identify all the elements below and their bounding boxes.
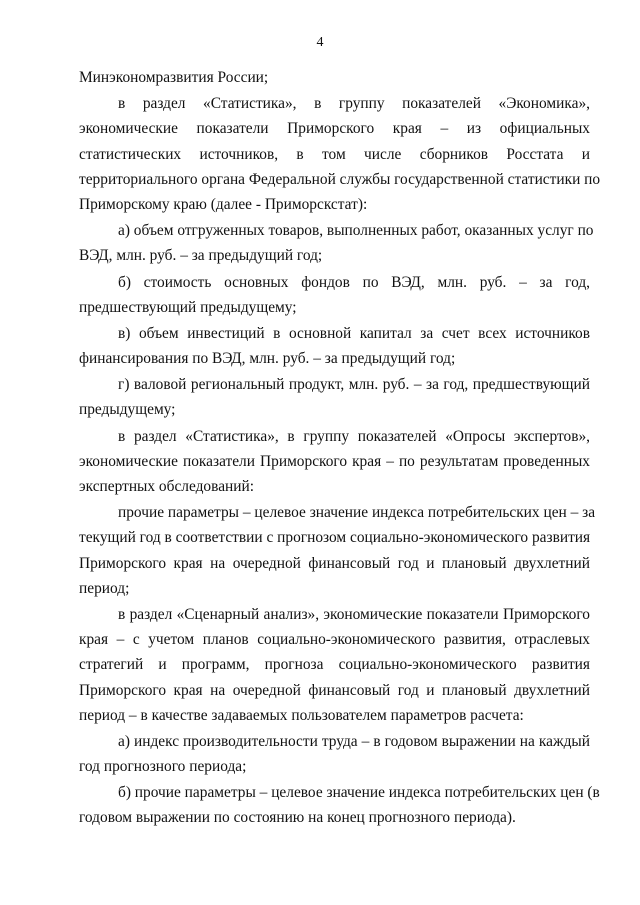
paragraph-item-b (79, 270, 590, 320)
paragraph-other-params-current (79, 500, 596, 601)
text-line: экономические показатели Приморского края – по результатам проведенных (79, 452, 590, 470)
text-line: год прогнозного периода; (79, 758, 247, 776)
text-line: Приморскому краю (далее - Приморскстат): (79, 195, 368, 213)
text-line: в раздел «Сценарный анализ», экономические показатели Приморского (118, 605, 590, 623)
text-line: б) стоимость основных фондов по ВЭД, млн. руб. – за год, (118, 273, 590, 291)
text-line: период – в качестве задаваемых пользователем параметров расчета: (79, 706, 524, 724)
paragraph-item-v (79, 321, 590, 371)
text-line: экономические показатели Приморского края – из официальных (79, 120, 590, 138)
document-body (79, 65, 601, 831)
text-line: экспертных обследований: (79, 478, 255, 495)
text-line: Минэкономразвития России; (79, 69, 269, 86)
text-line: ВЭД, млн. руб. – за предыдущий год; (79, 247, 323, 265)
paragraph-item-a (79, 218, 594, 268)
text-line: финансирования по ВЭД, млн. руб. – за предыдущий год; (79, 350, 456, 368)
text-line: период; (79, 579, 130, 597)
text-line: территориального органа Федеральной службы государственной статистики по (79, 170, 601, 188)
text-line: в раздел «Статистика», в группу показателей «Экономика», (118, 95, 590, 113)
text-line: предыдущему; (79, 401, 176, 419)
text-line: края – с учетом планов социально-экономического развития, отраслевых (79, 631, 590, 649)
text-line: г) валовой региональный продукт, млн. руб. – за год, предшествующий (118, 376, 590, 394)
text-line: стратегий и программ, прогноза социально-экономического развития (79, 656, 590, 674)
text-line: предшествующий предыдущему; (79, 298, 297, 316)
text-line: в) объем инвестиций в основной капитал за счет всех источников (118, 324, 590, 342)
paragraph-statistics-economy (79, 91, 601, 217)
text-line: текущий год в соответствии с прогнозом социально-экономического развития (79, 529, 591, 547)
paragraph-ministry (79, 65, 590, 90)
text-line: а) объем отгруженных товаров, выполненных работ, оказанных услуг по (118, 222, 594, 240)
paragraph-statistics-experts (79, 424, 590, 500)
text-line: а) индекс производительности труда – в годовом выражении на каждый (118, 732, 590, 750)
paragraph-item-g (79, 372, 590, 422)
text-line: б) прочие параметры – целевое значение индекса потребительских цен (в (118, 784, 600, 802)
paragraph-other-params-forecast (79, 780, 600, 830)
text-line: прочие параметры – целевое значение индекса потребительских цен – за (118, 504, 596, 522)
text-line: Приморского края на очередной финансовый год и плановый двухлетний (79, 554, 590, 572)
text-line: в раздел «Статистика», в группу показателей «Опросы экспертов», (118, 427, 590, 445)
paragraph-scenario-analysis (79, 602, 590, 728)
page-number: 4 (316, 35, 324, 50)
text-line: статистических источников, в том числе сборников Росстата и (79, 145, 590, 163)
paragraph-productivity-index (79, 729, 590, 779)
text-line: Приморского края на очередной финансовый год и плановый двухлетний (79, 681, 590, 699)
text-line: годовом выражении по состоянию на конец прогнозного периода). (79, 809, 516, 827)
